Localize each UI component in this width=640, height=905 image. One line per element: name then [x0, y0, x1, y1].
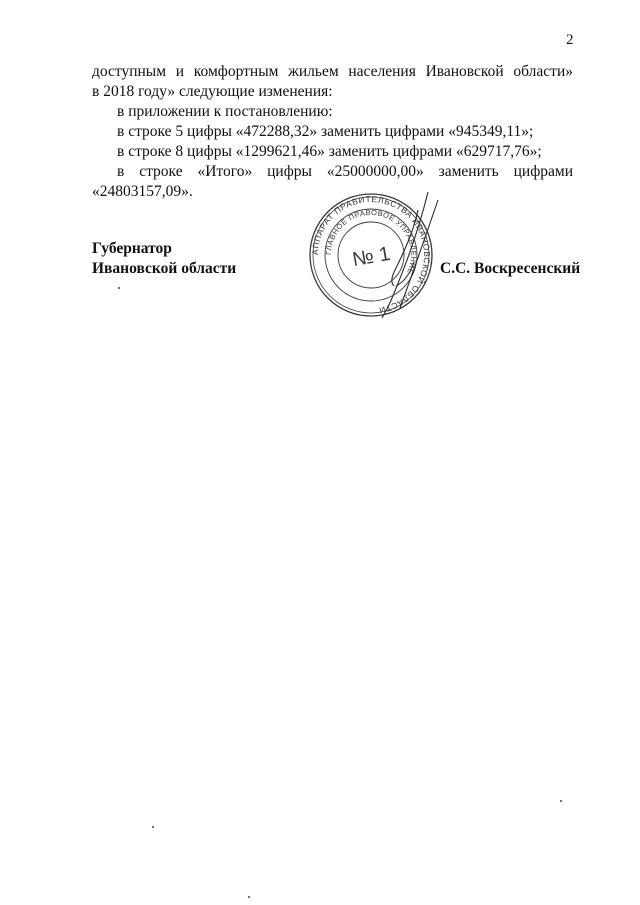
signatory-name: С.С. Воскресенский [440, 260, 581, 277]
body-line-7: «24803157,09». [92, 183, 193, 200]
seal-outer-text: АППАРАТ ПРАВИТЕЛЬСТВА ИВАНОВСКОЙ ОБЛАСТИ [309, 193, 433, 316]
page-number: 2 [566, 32, 574, 48]
signatory-title-line-1: Губернатор [92, 240, 172, 257]
body-line-2: в 2018 году» следующие изменения: [92, 83, 333, 100]
seal-center-number: № 1 [350, 242, 393, 272]
body-line-4: в строке 5 цифры «472288,32» заменить цифрами «945349,11»; [117, 123, 534, 140]
seal-inner-text: ГЛАВНОЕ ПРАВОВОЕ УПРАВЛЕНИЕ [323, 207, 419, 276]
document-body [92, 62, 573, 202]
body-line-3: в приложении к постановлению: [117, 103, 333, 120]
signatory-title [92, 239, 236, 279]
body-line-1: доступным и комфортным жильем населения Ивановской области» [92, 63, 573, 80]
body-line-5: в строке 8 цифры «1299621,46» заменить цифрами «629717,76»; [117, 143, 542, 160]
signatory-title-line-2: Ивановской области [92, 260, 237, 277]
official-seal-stamp [300, 190, 450, 320]
scan-speck [152, 826, 154, 828]
scan-speck [248, 896, 250, 898]
body-line-6: в строке «Итого» цифры «25000000,00» заменить цифрами [117, 163, 573, 180]
scan-speck [560, 800, 562, 802]
scan-speck [118, 287, 120, 289]
